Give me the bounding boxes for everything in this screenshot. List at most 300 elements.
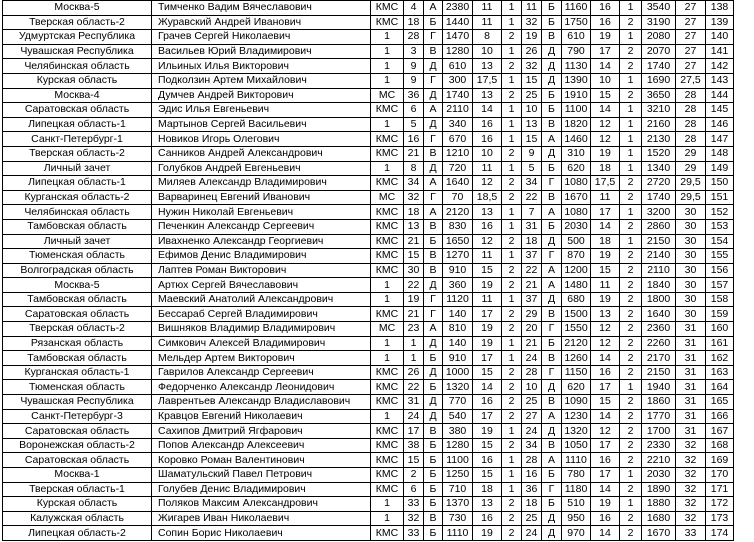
- cell-g2: А: [542, 409, 562, 424]
- cell-rank: КМС: [371, 219, 404, 234]
- cell-n2: 5: [522, 161, 542, 176]
- cell-place: 142: [706, 59, 734, 74]
- cell-place: 144: [706, 88, 734, 103]
- cell-g1: Г: [424, 292, 443, 307]
- cell-p1: 12: [473, 176, 502, 191]
- cell-n2: 25: [522, 395, 542, 410]
- cell-team: Липецкая область-1: [3, 117, 152, 132]
- cell-total-result: 1640: [642, 307, 676, 322]
- cell-d1: 2: [502, 497, 522, 512]
- cell-n2: 37: [522, 292, 542, 307]
- cell-n2: 28: [522, 453, 542, 468]
- cell-d1: 2: [502, 59, 522, 74]
- cell-p1: 16: [473, 117, 502, 132]
- cell-full-name: Мартынов Сергей Васильевич: [152, 117, 371, 132]
- cell-n1: 36: [404, 88, 424, 103]
- cell-p1: 19: [473, 424, 502, 439]
- cell-d2: 2: [620, 263, 642, 278]
- table-row: [3, 219, 734, 234]
- cell-g2: Г: [542, 249, 562, 264]
- cell-p1: 17: [473, 409, 502, 424]
- cell-full-name: Попов Александр Алексеевич: [152, 438, 371, 453]
- cell-full-name: Тимченко Вадим Вячеславович: [152, 1, 371, 16]
- cell-r2: 1080: [562, 176, 591, 191]
- cell-d1: 2: [502, 88, 522, 103]
- cell-team: Санкт-Петербург-1: [3, 132, 152, 147]
- cell-g2: Д: [542, 380, 562, 395]
- cell-g1: А: [424, 205, 443, 220]
- cell-full-name: Кравцов Евгений Николаевич: [152, 409, 371, 424]
- cell-r1: 360: [443, 278, 473, 293]
- cell-full-name: Журавский Андрей Иванович: [152, 15, 371, 30]
- cell-r1: 1250: [443, 468, 473, 483]
- cell-n1: 23: [404, 322, 424, 337]
- cell-g2: В: [542, 190, 562, 205]
- table-row: [3, 438, 734, 453]
- cell-g2: Г: [542, 322, 562, 337]
- cell-full-name: Лаптев Роман Викторович: [152, 263, 371, 278]
- cell-r1: 1270: [443, 249, 473, 264]
- cell-r1: 810: [443, 322, 473, 337]
- cell-d2: 2: [620, 511, 642, 526]
- table-row: [3, 161, 734, 176]
- cell-p2: 19: [591, 30, 620, 45]
- cell-rank: КМС: [371, 438, 404, 453]
- cell-d2: 1: [620, 234, 642, 249]
- cell-total-places: 32: [676, 511, 706, 526]
- cell-rank: КМС: [371, 365, 404, 380]
- cell-r1: 1650: [443, 234, 473, 249]
- results-table: [2, 0, 734, 541]
- cell-d2: 2: [620, 176, 642, 191]
- cell-p1: 19: [473, 336, 502, 351]
- cell-r1: 340: [443, 117, 473, 132]
- cell-d1: 1: [502, 73, 522, 88]
- cell-g1: Д: [424, 409, 443, 424]
- cell-rank: КМС: [371, 176, 404, 191]
- cell-total-result: 2140: [642, 249, 676, 264]
- cell-total-places: 29,5: [676, 176, 706, 191]
- cell-total-result: 1840: [642, 278, 676, 293]
- cell-g1: Б: [424, 497, 443, 512]
- cell-team: Волгоградская область: [3, 263, 152, 278]
- cell-g1: Б: [424, 453, 443, 468]
- cell-r1: 1370: [443, 497, 473, 512]
- cell-d1: 2: [502, 176, 522, 191]
- cell-rank: 1: [371, 44, 404, 59]
- cell-d1: 1: [502, 249, 522, 264]
- cell-total-places: 30: [676, 219, 706, 234]
- cell-team: Рязанская область: [3, 336, 152, 351]
- table-row: [3, 176, 734, 191]
- cell-n1: 38: [404, 438, 424, 453]
- cell-place: 145: [706, 103, 734, 118]
- cell-g1: Г: [424, 30, 443, 45]
- cell-full-name: Федорченко Александр Леонидович: [152, 380, 371, 395]
- cell-n1: 13: [404, 219, 424, 234]
- cell-r2: 950: [562, 511, 591, 526]
- cell-n1: 16: [404, 132, 424, 147]
- cell-r1: 1100: [443, 453, 473, 468]
- cell-g1: В: [424, 263, 443, 278]
- cell-total-places: 31: [676, 380, 706, 395]
- cell-team: Москва-4: [3, 88, 152, 103]
- cell-p1: 16: [473, 453, 502, 468]
- cell-total-result: 2130: [642, 132, 676, 147]
- cell-total-places: 31: [676, 424, 706, 439]
- cell-r1: 2110: [443, 103, 473, 118]
- cell-place: 165: [706, 395, 734, 410]
- cell-full-name: Жигарев Иван Николаевич: [152, 511, 371, 526]
- cell-p2: 11: [591, 278, 620, 293]
- cell-total-places: 27: [676, 30, 706, 45]
- cell-d1: 2: [502, 190, 522, 205]
- cell-g1: В: [424, 44, 443, 59]
- cell-r1: 140: [443, 307, 473, 322]
- cell-total-result: 3210: [642, 103, 676, 118]
- cell-rank: КМС: [371, 453, 404, 468]
- cell-place: 167: [706, 424, 734, 439]
- cell-place: 170: [706, 468, 734, 483]
- table-row: [3, 234, 734, 249]
- cell-total-result: 3650: [642, 88, 676, 103]
- cell-team: Санкт-Петербург-3: [3, 409, 152, 424]
- cell-g1: Д: [424, 59, 443, 74]
- cell-team: Тамбовская область: [3, 351, 152, 366]
- cell-team: Саратовская область: [3, 453, 152, 468]
- cell-place: 169: [706, 453, 734, 468]
- cell-r1: 1740: [443, 88, 473, 103]
- cell-p2: 15: [591, 263, 620, 278]
- cell-p1: 16: [473, 395, 502, 410]
- cell-p2: 14: [591, 59, 620, 74]
- cell-place: 154: [706, 234, 734, 249]
- cell-g2: Б: [542, 219, 562, 234]
- cell-r1: 610: [443, 59, 473, 74]
- cell-n1: 19: [404, 292, 424, 307]
- table-row: [3, 249, 734, 264]
- cell-r2: 1080: [562, 205, 591, 220]
- cell-rank: КМС: [371, 482, 404, 497]
- cell-r2: 510: [562, 497, 591, 512]
- cell-total-result: 1740: [642, 190, 676, 205]
- cell-place: 171: [706, 482, 734, 497]
- cell-d1: 2: [502, 438, 522, 453]
- cell-n2: 24: [522, 526, 542, 541]
- cell-r2: 500: [562, 234, 591, 249]
- cell-n2: 24: [522, 351, 542, 366]
- cell-d1: 2: [502, 146, 522, 161]
- cell-n1: 4: [404, 1, 424, 16]
- cell-g2: В: [542, 30, 562, 45]
- cell-total-result: 2170: [642, 351, 676, 366]
- cell-n1: 1: [404, 351, 424, 366]
- cell-p2: 13: [591, 307, 620, 322]
- cell-team: Саратовская область: [3, 424, 152, 439]
- cell-d1: 1: [502, 1, 522, 16]
- cell-place: 168: [706, 438, 734, 453]
- cell-g1: В: [424, 219, 443, 234]
- cell-r2: 620: [562, 161, 591, 176]
- cell-p1: 18,5: [473, 190, 502, 205]
- cell-p2: 10: [591, 73, 620, 88]
- table-row: [3, 103, 734, 118]
- cell-place: 160: [706, 322, 734, 337]
- cell-r2: 1460: [562, 132, 591, 147]
- cell-n2: 24: [522, 424, 542, 439]
- cell-d2: 1: [620, 30, 642, 45]
- cell-full-name: Голубков Андрей Евгеньевич: [152, 161, 371, 176]
- cell-g1: Г: [424, 73, 443, 88]
- cell-full-name: Печенкин Александр Сергеевич: [152, 219, 371, 234]
- cell-r1: 910: [443, 263, 473, 278]
- cell-team: Челябинская область: [3, 205, 152, 220]
- cell-d2: 2: [620, 88, 642, 103]
- cell-p2: 12: [591, 424, 620, 439]
- cell-full-name: Думчев Андрей Викторович: [152, 88, 371, 103]
- cell-g1: Г: [424, 190, 443, 205]
- cell-p2: 19: [591, 146, 620, 161]
- cell-d1: 1: [502, 482, 522, 497]
- cell-p1: 18: [473, 482, 502, 497]
- cell-g1: А: [424, 176, 443, 191]
- cell-place: 164: [706, 380, 734, 395]
- cell-rank: 1: [371, 30, 404, 45]
- cell-p1: 13: [473, 497, 502, 512]
- cell-r2: 1320: [562, 424, 591, 439]
- cell-p2: 14: [591, 482, 620, 497]
- cell-total-places: 28: [676, 117, 706, 132]
- cell-r1: 770: [443, 395, 473, 410]
- cell-g1: В: [424, 146, 443, 161]
- cell-n1: 21: [404, 146, 424, 161]
- cell-d1: 1: [502, 132, 522, 147]
- cell-g2: Г: [542, 482, 562, 497]
- cell-r2: 1480: [562, 278, 591, 293]
- cell-r2: 1750: [562, 15, 591, 30]
- cell-total-places: 32: [676, 453, 706, 468]
- cell-p2: 17: [591, 44, 620, 59]
- cell-n1: 15: [404, 453, 424, 468]
- cell-d2: 1: [620, 73, 642, 88]
- cell-n2: 21: [522, 336, 542, 351]
- cell-p1: 19: [473, 278, 502, 293]
- cell-d2: 2: [620, 322, 642, 337]
- cell-r2: 1820: [562, 117, 591, 132]
- cell-n1: 8: [404, 161, 424, 176]
- cell-n1: 33: [404, 526, 424, 541]
- cell-place: 152: [706, 205, 734, 220]
- cell-total-places: 31: [676, 365, 706, 380]
- cell-p1: 16: [473, 219, 502, 234]
- cell-d1: 1: [502, 292, 522, 307]
- cell-d2: 2: [620, 219, 642, 234]
- cell-team: Липецкая область-2: [3, 526, 152, 541]
- cell-total-places: 30: [676, 234, 706, 249]
- cell-g2: В: [542, 395, 562, 410]
- cell-total-places: 27: [676, 15, 706, 30]
- cell-total-places: 28: [676, 132, 706, 147]
- cell-total-result: 2080: [642, 30, 676, 45]
- cell-total-result: 2150: [642, 234, 676, 249]
- cell-p2: 16: [591, 511, 620, 526]
- cell-g1: Б: [424, 234, 443, 249]
- cell-total-result: 2720: [642, 176, 676, 191]
- table-row: [3, 278, 734, 293]
- cell-p2: 17: [591, 468, 620, 483]
- cell-full-name: Гаврилов Александр Сергеевич: [152, 365, 371, 380]
- cell-place: 158: [706, 292, 734, 307]
- cell-total-places: 28: [676, 88, 706, 103]
- cell-d1: 1: [502, 468, 522, 483]
- cell-g1: А: [424, 322, 443, 337]
- cell-rank: МС: [371, 322, 404, 337]
- table-row: [3, 497, 734, 512]
- cell-p2: 19: [591, 249, 620, 264]
- cell-total-places: 30: [676, 307, 706, 322]
- cell-place: 166: [706, 409, 734, 424]
- cell-p2: 18: [591, 161, 620, 176]
- table-row: [3, 73, 734, 88]
- cell-p2: 17: [591, 380, 620, 395]
- cell-n2: 27: [522, 409, 542, 424]
- cell-n2: 34: [522, 438, 542, 453]
- cell-n1: 18: [404, 205, 424, 220]
- table-row: [3, 453, 734, 468]
- cell-n1: 21: [404, 234, 424, 249]
- cell-d2: 2: [620, 15, 642, 30]
- cell-rank: КМС: [371, 132, 404, 147]
- cell-r2: 1160: [562, 1, 591, 16]
- cell-p2: 16: [591, 365, 620, 380]
- cell-rank: КМС: [371, 307, 404, 322]
- cell-n2: 22: [522, 190, 542, 205]
- cell-total-result: 2210: [642, 453, 676, 468]
- cell-g1: Д: [424, 278, 443, 293]
- table-row: [3, 59, 734, 74]
- cell-total-places: 30: [676, 278, 706, 293]
- cell-n2: 25: [522, 511, 542, 526]
- cell-full-name: Мельдер Артем Викторович: [152, 351, 371, 366]
- cell-full-name: Симкович Алексей Владимирович: [152, 336, 371, 351]
- cell-total-places: 27: [676, 44, 706, 59]
- cell-g2: А: [542, 263, 562, 278]
- cell-r1: 1000: [443, 365, 473, 380]
- cell-total-result: 1520: [642, 146, 676, 161]
- cell-r2: 1910: [562, 88, 591, 103]
- cell-d1: 2: [502, 395, 522, 410]
- cell-rank: КМС: [371, 468, 404, 483]
- cell-g1: В: [424, 249, 443, 264]
- cell-total-result: 2260: [642, 336, 676, 351]
- cell-p1: 8: [473, 30, 502, 45]
- cell-p2: 12: [591, 336, 620, 351]
- cell-p2: 14: [591, 103, 620, 118]
- cell-g2: А: [542, 132, 562, 147]
- cell-g1: Б: [424, 380, 443, 395]
- table-row: [3, 292, 734, 307]
- cell-place: 141: [706, 44, 734, 59]
- cell-g1: Г: [424, 132, 443, 147]
- cell-g2: Д: [542, 146, 562, 161]
- cell-rank: 1: [371, 497, 404, 512]
- cell-n2: 15: [522, 73, 542, 88]
- cell-place: 148: [706, 146, 734, 161]
- cell-total-places: 30: [676, 249, 706, 264]
- cell-r2: 1110: [562, 453, 591, 468]
- cell-total-places: 30: [676, 292, 706, 307]
- cell-team: Липецкая область-1: [3, 176, 152, 191]
- cell-n1: 30: [404, 263, 424, 278]
- cell-g2: В: [542, 117, 562, 132]
- cell-rank: КМС: [371, 103, 404, 118]
- cell-team: Москва-1: [3, 468, 152, 483]
- cell-full-name: Сахипов Дмитрий Ягфарович: [152, 424, 371, 439]
- cell-d1: 1: [502, 117, 522, 132]
- cell-r1: 380: [443, 424, 473, 439]
- cell-p1: 16: [473, 511, 502, 526]
- cell-n1: 9: [404, 59, 424, 74]
- cell-d1: 1: [502, 103, 522, 118]
- cell-rank: 1: [371, 292, 404, 307]
- cell-r2: 1550: [562, 322, 591, 337]
- cell-team: Чувашская Республика: [3, 44, 152, 59]
- cell-r1: 70: [443, 190, 473, 205]
- cell-n2: 18: [522, 234, 542, 249]
- cell-r1: 300: [443, 73, 473, 88]
- cell-g1: Д: [424, 336, 443, 351]
- cell-p2: 16: [591, 453, 620, 468]
- cell-n2: 9: [522, 146, 542, 161]
- cell-p1: 17,5: [473, 73, 502, 88]
- cell-full-name: Эдис Илья Евгеньевич: [152, 103, 371, 118]
- cell-n1: 22: [404, 380, 424, 395]
- cell-g2: Д: [542, 59, 562, 74]
- cell-total-result: 1880: [642, 497, 676, 512]
- cell-r2: 970: [562, 526, 591, 541]
- cell-r2: 610: [562, 30, 591, 45]
- cell-total-result: 2150: [642, 365, 676, 380]
- cell-total-result: 1680: [642, 511, 676, 526]
- cell-r2: 1260: [562, 351, 591, 366]
- cell-p2: 14: [591, 219, 620, 234]
- cell-r2: 1090: [562, 395, 591, 410]
- cell-r1: 2380: [443, 1, 473, 16]
- cell-rank: КМС: [371, 526, 404, 541]
- cell-g2: Д: [542, 511, 562, 526]
- cell-d2: 2: [620, 365, 642, 380]
- cell-n2: 16: [522, 468, 542, 483]
- cell-team: Тамбовская область: [3, 292, 152, 307]
- cell-n1: 1: [404, 336, 424, 351]
- cell-p2: 15: [591, 88, 620, 103]
- cell-place: 163: [706, 365, 734, 380]
- cell-g2: А: [542, 205, 562, 220]
- cell-d1: 2: [502, 526, 522, 541]
- cell-g1: Д: [424, 117, 443, 132]
- table-row: [3, 424, 734, 439]
- table-row: [3, 307, 734, 322]
- cell-n1: 33: [404, 497, 424, 512]
- table-row: [3, 409, 734, 424]
- cell-n1: 5: [404, 117, 424, 132]
- cell-full-name: Бессараб Сергей Владимирович: [152, 307, 371, 322]
- cell-r2: 2120: [562, 336, 591, 351]
- cell-total-places: 27: [676, 1, 706, 16]
- cell-g2: Б: [542, 497, 562, 512]
- cell-place: 162: [706, 351, 734, 366]
- cell-d2: 1: [620, 468, 642, 483]
